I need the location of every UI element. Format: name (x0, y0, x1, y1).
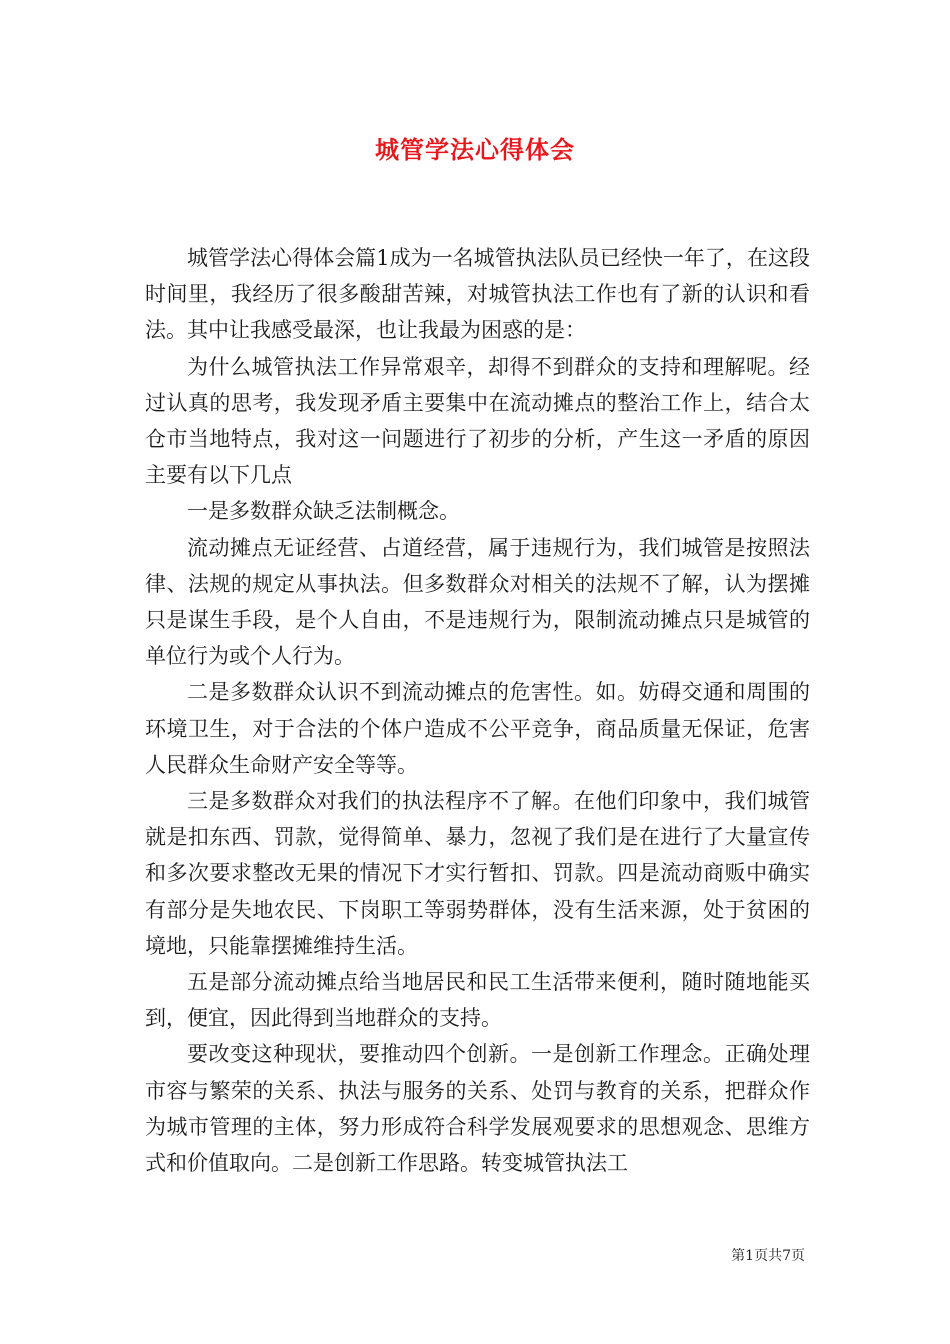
paragraph-8: 要改变这种现状，要推动四个创新。一是创新工作理念。正确处理市容与繁荣的关系、执法与服务的关系、处罚与教育的关系，把群众作为城市管理的主体，努力形成符合科学发展观要求的思想观念、思维方式和价值取向。二是创新工作思路。转变城管执法工 (145, 1042, 810, 1176)
paragraph-6: 三是多数群众对我们的执法程序不了解。在他们印象中，我们城管就是扣东西、罚款，觉得简单、暴力，忽视了我们是在进行了大量宣传和多次要求整改无果的情况下才实行暂扣、罚款。四是流动商贩中确实有部分是失地农民、下岗职工等弱势群体，没有生活来源，处于贫困的境地，只能靠摆摊维持生活。 (145, 789, 810, 958)
paragraph-7: 五是部分流动摊点给当地居民和民工生活带来便利，随时随地能买到，便宜，因此得到当地群众的支持。 (145, 970, 810, 1031)
paragraph-1: 城管学法心得体会篇1成为一名城管执法队员已经快一年了，在这段时间里，我经历了很多酸甜苦辣，对城管执法工作也有了新的认识和看法。其中让我感受最深，也让我最为困惑的是： (145, 246, 810, 343)
document-title: 城管学法心得体会 (375, 135, 575, 164)
page-number-footer: 第1页共7页 (731, 1248, 805, 1264)
paragraph-5: 二是多数群众认识不到流动摊点的危害性。如。妨碍交通和周围的环境卫生，对于合法的个体户造成不公平竞争，商品质量无保证，危害人民群众生命财产安全等等。 (145, 680, 810, 777)
document-body (145, 240, 810, 1181)
paragraph-3: 一是多数群众缺乏法制概念。 (187, 499, 460, 524)
paragraph-4: 流动摊点无证经营、占道经营，属于违规行为，我们城管是按照法律、法规的规定从事执法。但多数群众对相关的法规不了解，认为摆摊只是谋生手段，是个人自由，不是违规行为，限制流动摊点只是城管的单位行为或个人行为。 (145, 535, 810, 669)
paragraph-2: 为什么城管执法工作异常艰辛，却得不到群众的支持和理解呢。经过认真的思考，我发现矛盾主要集中在流动摊点的整治工作上，结合太仓市当地特点，我对这一问题进行了初步的分析，产生这一矛盾的原因主要有以下几点 (145, 354, 810, 488)
